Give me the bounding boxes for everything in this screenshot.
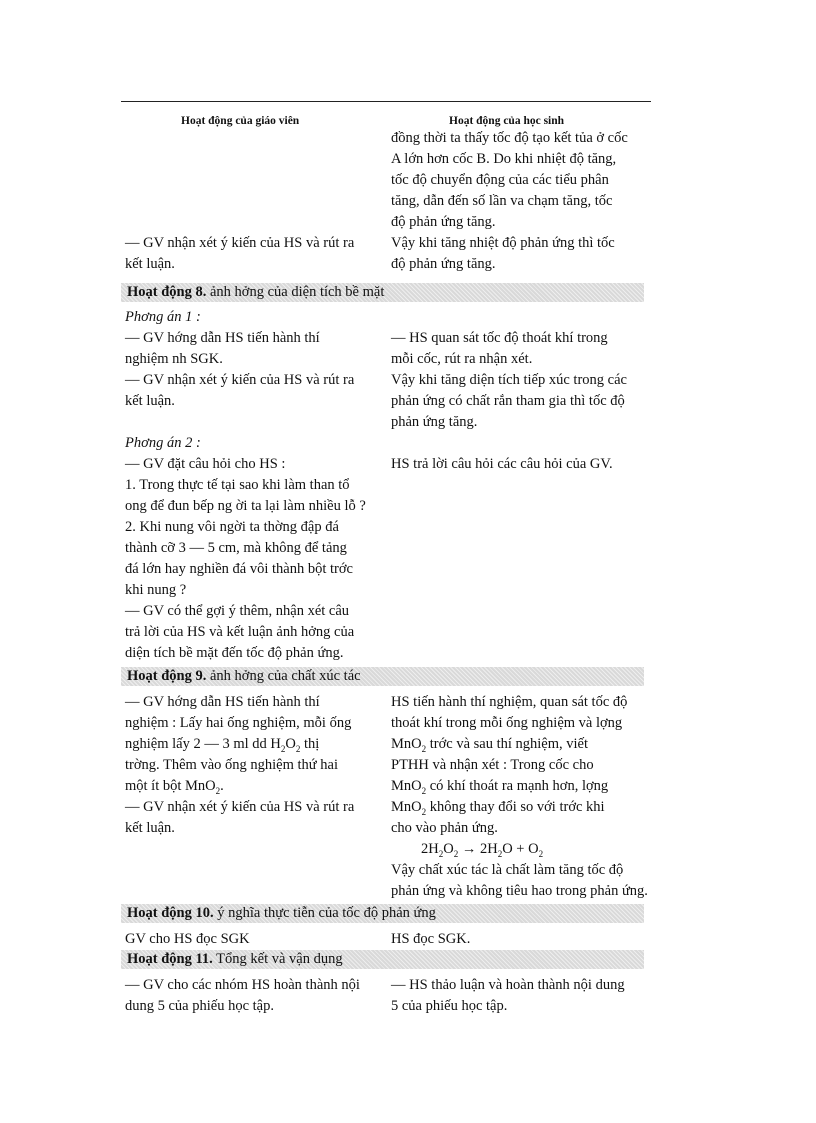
text-line: dung 5 của phiếu học tập.	[125, 998, 274, 1014]
text-line: thoát khí trong mỗi ống nghiệm và lợng	[391, 715, 623, 731]
text-line: 2. Khi nung vôi ngời ta thờng đập đá	[125, 519, 339, 535]
text-line: một ít bột MnO$_2$.	[125, 778, 224, 796]
teacher-text-block	[125, 692, 380, 839]
activity-10-heading	[121, 904, 644, 923]
text-line: trả lời của HS và kết luận ảnh hởng của	[125, 624, 355, 640]
column-header-student: Hoạt động của học sinh	[449, 115, 565, 127]
text-line: kết luận.	[125, 393, 175, 409]
text-line: cho vào phản ứng.	[391, 820, 498, 836]
text-line: tốc độ chuyển động của các tiểu phân	[391, 172, 609, 188]
text-line: Vậy khi tăng diện tích tiếp xúc trong các	[391, 372, 627, 388]
activity-number: Hoạt động 8.	[127, 284, 207, 300]
text-line: nghiệm lấy 2 — 3 ml dd $H_2O_2$ thị	[125, 736, 320, 754]
text-line: — HS thảo luận và hoàn thành nội dung	[391, 977, 625, 993]
teacher-text-block	[125, 975, 380, 1017]
text-line: đồng thời ta thấy tốc độ tạo kết tủa ở cốc	[391, 130, 628, 146]
activity-number: Hoạt động 9.	[127, 668, 207, 684]
teacher-text-block	[125, 929, 380, 950]
text-line: 5 của phiếu học tập.	[391, 998, 508, 1014]
text-line: phản ứng tăng.	[391, 414, 478, 430]
text-line: 1. Trong thực tế tại sao khi làm than tổ	[125, 477, 350, 493]
teacher-text-block	[125, 307, 380, 412]
text-line: — HS quan sát tốc độ thoát khí trong	[391, 330, 608, 346]
teacher-text-block	[125, 233, 380, 275]
text-line: MnO$_2$ trớc và sau thí nghiệm, viết	[391, 736, 589, 754]
text-line: Vậy chất xúc tác là chất làm tăng tốc độ	[391, 862, 624, 878]
chemical-equation: $2H_2O_2 \to 2H_2O + O_2$	[421, 841, 544, 859]
activity-title: ảnh hởng của chất xúc tác	[206, 668, 361, 684]
student-text-block	[391, 454, 651, 475]
text-line: — GV cho các nhóm HS hoàn thành nội	[125, 977, 360, 993]
student-text-block	[391, 929, 651, 950]
text-line: phản ứng và không tiêu hao trong phản ứng.	[391, 883, 648, 899]
text-line: HS tiến hành thí nghiệm, quan sát tốc độ	[391, 694, 628, 710]
text-line: độ phản ứng tăng.	[391, 256, 496, 272]
text-line: HS đọc SGK.	[391, 931, 471, 947]
text-line: — GV có thể gợi ý thêm, nhận xét câu	[125, 603, 350, 619]
text-line: trờng. Thêm vào ống nghiệm thứ hai	[125, 757, 338, 773]
text-line: ong để đun bếp ng ời ta lại làm nhiều lỗ ?	[125, 498, 366, 514]
text-line: phản ứng có chất rắn tham gia thì tốc độ	[391, 393, 625, 409]
text-line: khi nung ?	[125, 582, 187, 598]
text-line: kết luận.	[125, 820, 175, 836]
text-line: — GV nhận xét ý kiến của HS và rút ra	[125, 372, 355, 388]
text-line: diện tích bề mặt đến tốc độ phản ứng.	[125, 645, 344, 661]
text-line: đá lớn hay nghiền đá vôi thành bột trớc	[125, 561, 353, 577]
text-line: — GV hớng dẫn HS tiến hành thí	[125, 330, 320, 346]
text-line: — GV đặt câu hỏi cho HS :	[125, 456, 286, 472]
option-label: Phơng án 1 :	[125, 309, 201, 325]
text-line: HS trả lời câu hỏi các câu hỏi của GV.	[391, 456, 613, 472]
text-line: nghiệm nh SGK.	[125, 351, 223, 367]
text-line: — GV hớng dẫn HS tiến hành thí	[125, 694, 320, 710]
activity-number: Hoạt động 10.	[127, 905, 214, 921]
activity-9-heading	[121, 667, 644, 686]
text-line: Vậy khi tăng nhiệt độ phản ứng thì tốc	[391, 235, 615, 251]
student-text-block	[391, 128, 651, 275]
text-line: PTHH và nhận xét : Trong cốc cho	[391, 757, 594, 773]
activity-8-heading	[121, 283, 644, 302]
option-label: Phơng án 2 :	[125, 435, 201, 451]
text-line: mỗi cốc, rút ra nhận xét.	[391, 351, 533, 367]
activity-title: Tổng kết và vận dụng	[212, 951, 343, 967]
text-line: thành cỡ 3 — 5 cm, mà không để tảng	[125, 540, 347, 556]
activity-number: Hoạt động 11.	[127, 951, 213, 967]
text-line: độ phản ứng tăng.	[391, 214, 496, 230]
student-text-block	[391, 328, 651, 433]
student-text-block	[391, 975, 651, 1017]
text-line: MnO$_2$ không thay đổi so với trớc khi	[391, 799, 605, 817]
text-line: MnO$_2$ có khí thoát ra mạnh hơn, lợng	[391, 778, 609, 796]
text-line: — GV nhận xét ý kiến của HS và rút ra	[125, 235, 355, 251]
teacher-text-block	[125, 433, 380, 664]
activity-title: ý nghĩa thực tiễn của tốc độ phản ứng	[213, 905, 436, 921]
text-line: A lớn hơn cốc B. Do khi nhiệt độ tăng,	[391, 151, 617, 167]
text-line: kết luận.	[125, 256, 175, 272]
student-text-block	[391, 692, 651, 902]
text-line: nghiệm : Lấy hai ống nghiệm, mỗi ống	[125, 715, 352, 731]
text-line: GV cho HS đọc SGK	[125, 931, 250, 947]
text-line: — GV nhận xét ý kiến của HS và rút ra	[125, 799, 355, 815]
activity-title: ảnh hởng của diện tích bề mặt	[206, 284, 385, 300]
top-rule	[121, 101, 651, 102]
column-header-teacher: Hoạt động của giáo viên	[181, 115, 300, 127]
text-line: tăng, dẫn đến số lần va chạm tăng, tốc	[391, 193, 613, 209]
activity-11-heading	[121, 950, 644, 969]
